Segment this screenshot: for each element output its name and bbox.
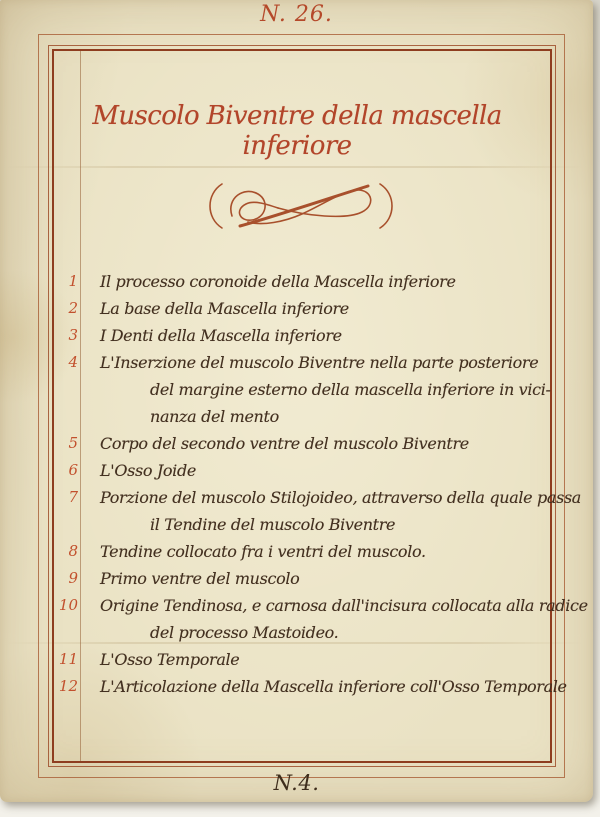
item-line: L'Articolazione della Mascella inferiore coll'Osso Temporale — [100, 677, 567, 696]
item-line: nanza del mento — [150, 407, 279, 426]
legend-item — [56, 565, 543, 592]
item-number: 3 — [68, 326, 78, 344]
item-lines — [100, 484, 581, 538]
item-lines — [100, 268, 543, 295]
item-line: Il processo coronoide della Mascella inferiore — [100, 272, 456, 291]
legend-item — [56, 673, 567, 700]
legend-item — [56, 349, 551, 430]
item-line: Origine Tendinosa, e carnosa dall'incisura collocata alla radice — [100, 596, 588, 615]
item-line: Primo ventre del muscolo — [100, 569, 300, 588]
legend-list — [56, 268, 588, 700]
item-number: 8 — [68, 542, 78, 560]
item-lines — [100, 322, 543, 349]
item-number: 12 — [58, 677, 78, 695]
item-number: 9 — [68, 569, 78, 587]
item-number: 6 — [68, 461, 78, 479]
item-number: 1 — [68, 272, 78, 290]
legend-item — [56, 268, 543, 295]
item-lines — [100, 349, 551, 430]
legend-item — [56, 295, 543, 322]
item-line: Porzione del muscolo Stilojoideo, attraverso della quale passa — [100, 488, 581, 507]
item-number: 10 — [58, 596, 78, 614]
item-number: 2 — [68, 299, 78, 317]
legend-item — [56, 538, 543, 565]
footer-mark: N.4. — [273, 771, 320, 795]
legend-item — [56, 484, 581, 538]
legend-item — [56, 457, 543, 484]
item-lines — [100, 592, 588, 646]
page-title: Muscolo Biventre della mascella inferiore — [92, 101, 502, 161]
item-line: L'Osso Temporale — [100, 650, 240, 669]
item-line: L'Osso Joide — [100, 461, 196, 480]
calligraphic-flourish-icon — [196, 176, 406, 236]
item-number: 11 — [58, 650, 78, 668]
item-line: Corpo del secondo ventre del muscolo Biventre — [100, 434, 469, 453]
legend-item — [56, 592, 588, 646]
item-lines — [100, 457, 543, 484]
item-line: del margine esterno della mascella inferiore in vici- — [150, 380, 551, 399]
item-line: Tendine collocato fra i ventri del muscolo. — [100, 542, 426, 561]
item-number: 5 — [68, 434, 78, 452]
legend-item — [56, 646, 543, 673]
item-line: il Tendine del muscolo Biventre — [150, 515, 396, 534]
item-lines — [100, 295, 543, 322]
item-line: L'Inserzione del muscolo Biventre nella parte posteriore — [100, 353, 539, 372]
item-lines — [100, 538, 543, 565]
legend-item — [56, 322, 543, 349]
sheet-number: N. 26. — [260, 2, 333, 27]
item-number: 4 — [68, 353, 78, 371]
item-lines — [100, 646, 543, 673]
item-number: 7 — [68, 488, 78, 506]
item-line: La base della Mascella inferiore — [100, 299, 349, 318]
item-lines — [100, 430, 543, 457]
item-lines — [100, 673, 567, 700]
item-line: del processo Mastoideo. — [150, 623, 339, 642]
legend-item — [56, 430, 543, 457]
item-lines — [100, 565, 543, 592]
item-line: I Denti della Mascella inferiore — [100, 326, 342, 345]
